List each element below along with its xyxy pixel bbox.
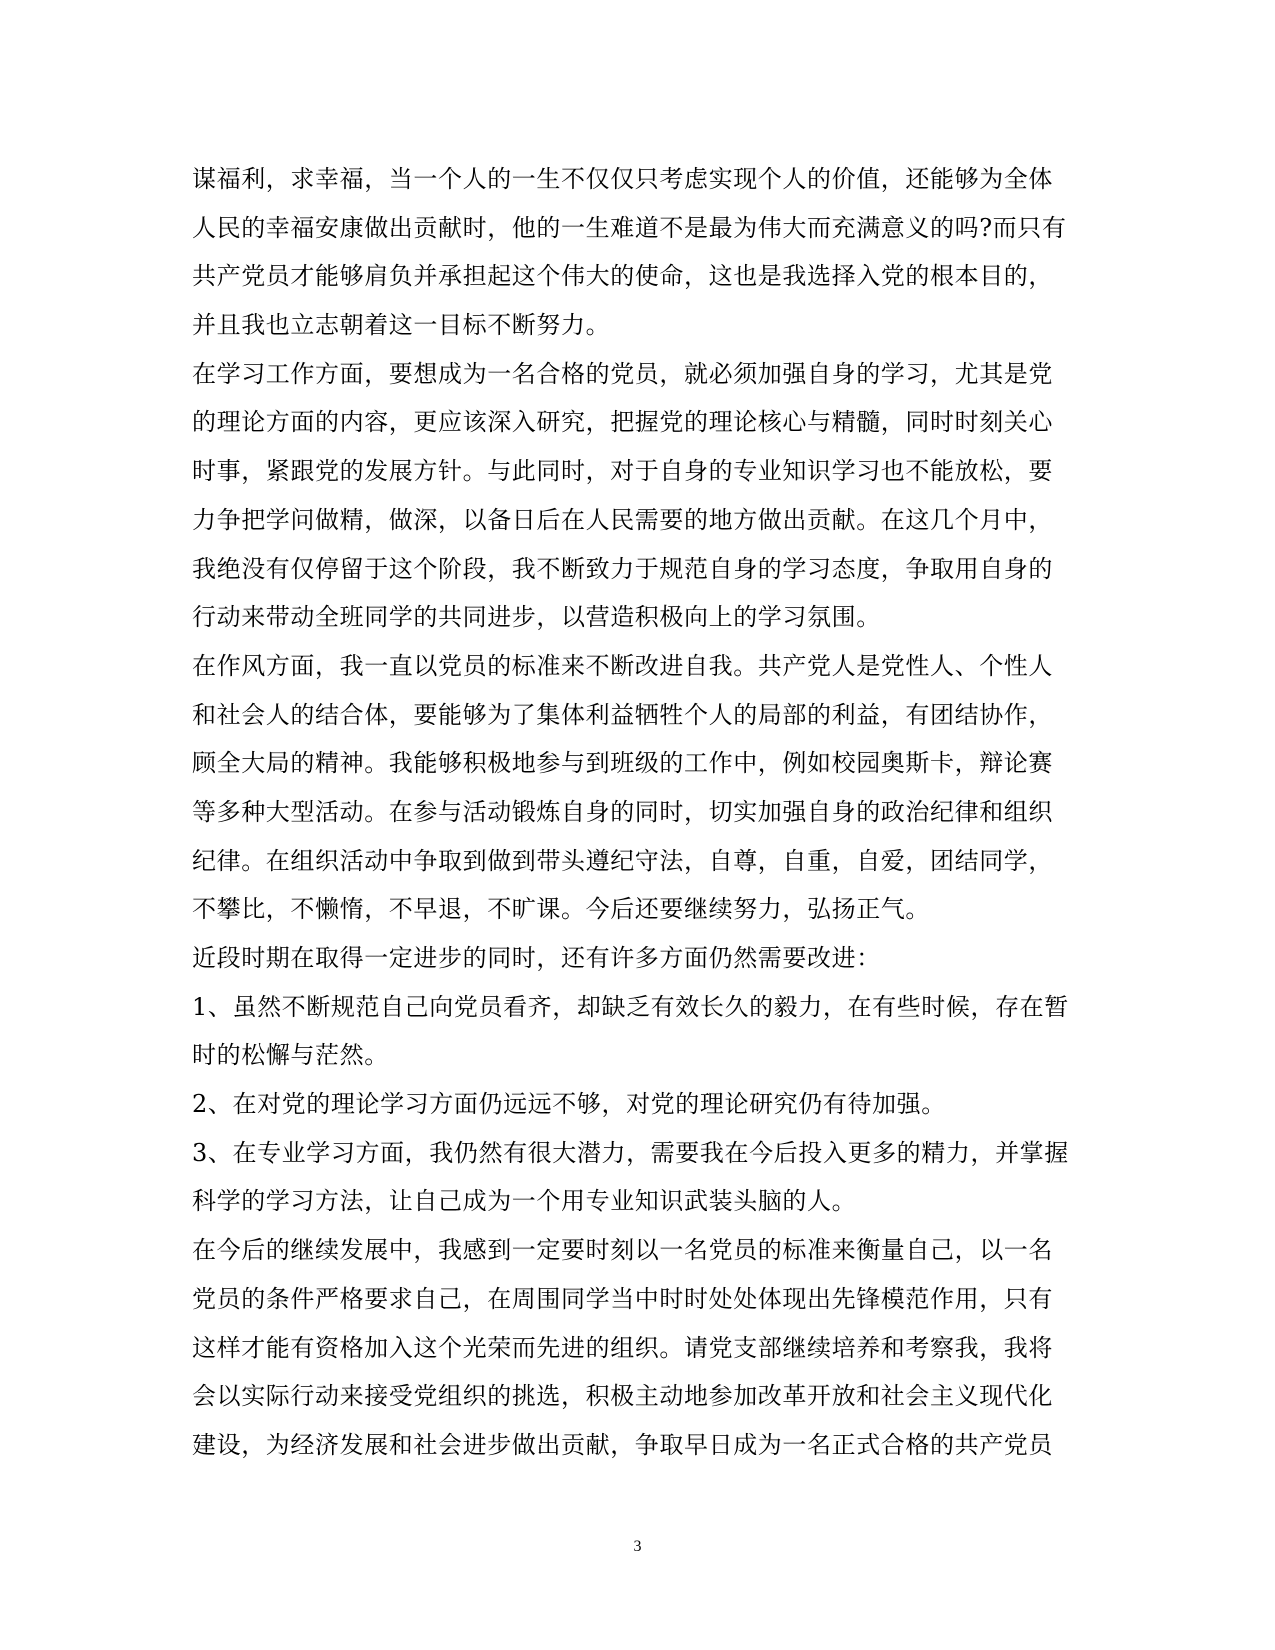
text-line: 和社会人的结合体，要能够为了集体利益牺牲个人的局部的利益，有团结协作，	[192, 700, 1053, 729]
text-line: 2、在对党的理论学习方面仍远远不够，对党的理论研究仍有待加强。	[192, 1090, 946, 1119]
text-line: 在作风方面，我一直以党员的标准来不断改进自我。共产党人是党性人、个性人	[192, 651, 1053, 680]
text-line: 纪律。在组织活动中争取到做到带头遵纪守法，自尊，自重，自爱，团结同学，	[192, 846, 1053, 875]
text-line: 在学习工作方面，要想成为一名合格的党员，就必须加强自身的学习，尤其是党	[192, 359, 1053, 388]
text-line: 在今后的继续发展中，我感到一定要时刻以一名党员的标准来衡量自己，以一名	[192, 1236, 1053, 1265]
text-line: 1、虽然不断规范自己向党员看齐，却缺乏有效长久的毅力，在有些时候，存在暂	[192, 992, 1069, 1021]
text-line: 行动来带动全班同学的共同进步，以营造积极向上的学习氛围。	[192, 603, 881, 632]
text-line: 等多种大型活动。在参与活动锻炼自身的同时，切实加强自身的政治纪律和组织	[192, 797, 1053, 826]
text-line: 谋福利，求幸福，当一个人的一生不仅仅只考虑实现个人的价值，还能够为全体	[192, 165, 1053, 193]
text-line: 近段时期在取得一定进步的同时，还有许多方面仍然需要改进：	[192, 944, 881, 972]
text-line: 不攀比，不懒惰，不早退，不旷课。今后还要继续努力，弘扬正气。	[192, 895, 930, 924]
text-line: 的理论方面的内容，更应该深入研究，把握党的理论核心与精髓，同时时刻关心	[192, 408, 1053, 437]
text-line: 会以实际行动来接受党组织的挑选，积极主动地参加改革开放和社会主义现代化	[192, 1382, 1053, 1411]
text-line: 我绝没有仅停留于这个阶段，我不断致力于规范自身的学习态度，争取用自身的	[192, 554, 1053, 583]
text-line: 并且我也立志朝着这一目标不断努力。	[192, 311, 611, 340]
text-line: 建设，为经济发展和社会进步做出贡献，争取早日成为一名正式合格的共产党员	[192, 1430, 1053, 1459]
text-line: 3、在专业学习方面，我仍然有很大潜力，需要我在今后投入更多的精力，并掌握	[192, 1138, 1069, 1167]
text-line: 力争把学问做精，做深，以备日后在人民需要的地方做出贡献。在这几个月中，	[192, 505, 1053, 534]
text-line: 党员的条件严格要求自己，在周围同学当中时时处处体现出先锋模范作用，只有	[192, 1284, 1053, 1313]
text-line: 这样才能有资格加入这个光荣而先进的组织。请党支部继续培养和考察我，我将	[192, 1333, 1053, 1362]
text-line: 科学的学习方法，让自己成为一个用专业知识武装头脑的人。	[192, 1187, 857, 1216]
body-text	[192, 155, 1092, 1470]
page-number: 3	[633, 1538, 642, 1555]
text-line: 共产党员才能够肩负并承担起这个伟大的使命，这也是我选择入党的根本目的，	[192, 262, 1053, 291]
text-line: 人民的幸福安康做出贡献时，他的一生难道不是最为伟大而充满意义的吗?而只有	[192, 213, 1067, 242]
text-line: 时事，紧跟党的发展方针。与此同时，对于自身的专业知识学习也不能放松，要	[192, 457, 1053, 486]
text-line: 顾全大局的精神。我能够积极地参与到班级的工作中，例如校园奥斯卡，辩论赛	[192, 749, 1053, 778]
text-line: 时的松懈与茫然。	[192, 1041, 389, 1070]
